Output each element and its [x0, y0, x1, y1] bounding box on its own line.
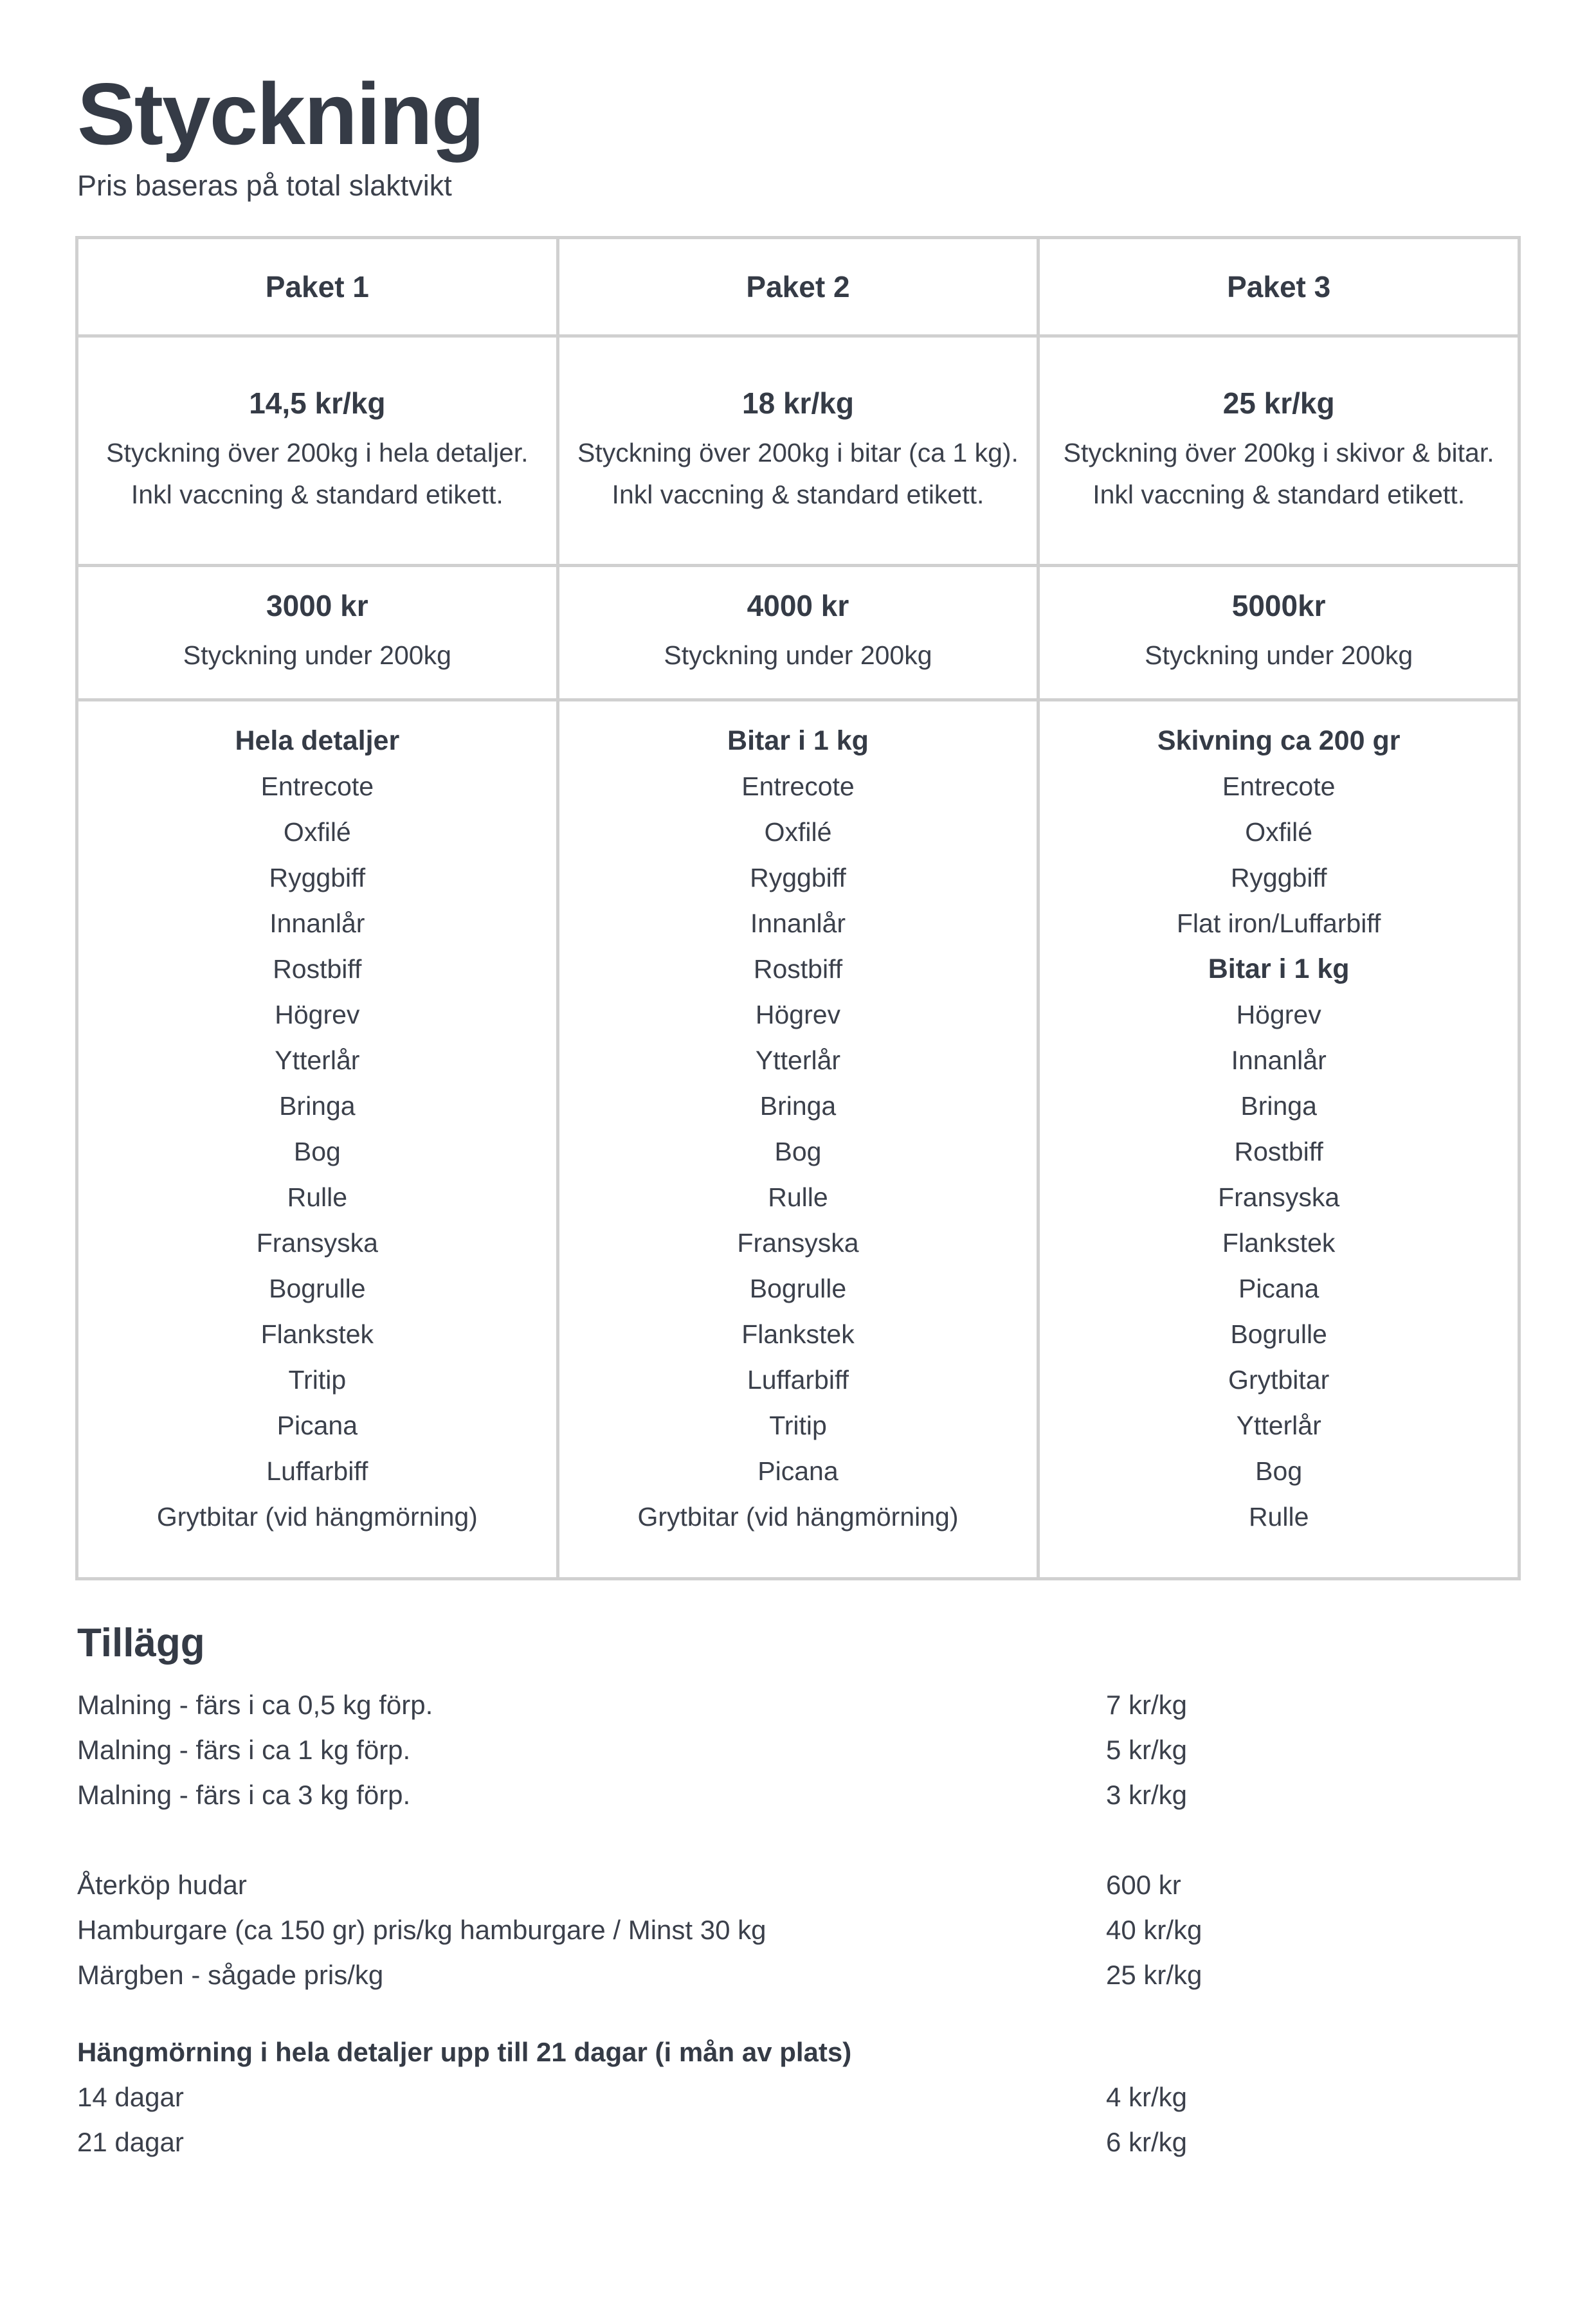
- flat-price: 4000 kr: [747, 589, 849, 623]
- addons-group: [77, 1683, 1519, 1818]
- cut-item: Picana: [277, 1410, 358, 1440]
- addon-label: Malning - färs i ca 0,5 kg förp.: [77, 1689, 433, 1720]
- cut-item: Högrev: [755, 999, 841, 1029]
- cut-item: Rostbiff: [753, 954, 843, 984]
- flat-price: 5000kr: [1231, 589, 1326, 623]
- flat-price-desc: Styckning under 200kg: [664, 640, 932, 671]
- cut-item: Grytbitar (vid hängmörning): [637, 1501, 959, 1532]
- cut-item: Bog: [293, 1136, 341, 1166]
- addons-section: [77, 1620, 1519, 2165]
- addon-label: Märgben - sågade pris/kg: [77, 1959, 384, 1990]
- page-subtitle: Pris baseras på total slaktvikt: [77, 168, 452, 202]
- addons-group-header: Hängmörning i hela detaljer upp till 21 dagar (i mån av plats): [77, 2036, 852, 2067]
- addon-price: 25 kr/kg: [1106, 1959, 1202, 1990]
- cut-item: Ytterlår: [275, 1045, 360, 1075]
- addons-title: Tillägg: [77, 1620, 205, 1665]
- pricing-table: [75, 236, 1521, 1580]
- per-kg-price-row: [77, 336, 1519, 565]
- cut-item: Rulle: [768, 1182, 828, 1212]
- page-title: Styckning: [77, 65, 484, 163]
- cut-item: Bringa: [1240, 1090, 1317, 1121]
- cut-item: Bog: [1255, 1456, 1303, 1486]
- flat-price-desc: Styckning under 200kg: [1145, 640, 1413, 671]
- addons-group: [77, 1863, 1519, 1998]
- cut-item: Picana: [1238, 1273, 1319, 1303]
- addon-price: 5 kr/kg: [1106, 1734, 1188, 1765]
- addon-price: 40 kr/kg: [1106, 1914, 1202, 1945]
- per-kg-desc: Styckning över 200kg i bitar (ca 1 kg). Inkl vaccning & standard etikett.: [577, 437, 1019, 509]
- per-kg-cell-3: [1038, 336, 1519, 565]
- addon-row: [77, 1953, 1519, 1998]
- cut-item: Bogrulle: [269, 1273, 366, 1303]
- cut-item: Flankstek: [260, 1319, 374, 1349]
- cut-item: Högrev: [275, 999, 360, 1029]
- addon-row: [77, 1908, 1519, 1953]
- addon-label: Återköp hudar: [77, 1869, 247, 1900]
- flat-price: 3000 kr: [266, 589, 368, 623]
- package-1-header: Paket 1: [77, 237, 558, 336]
- flat-price-desc: Styckning under 200kg: [183, 640, 451, 671]
- addon-price: 3 kr/kg: [1106, 1779, 1188, 1810]
- flat-price-cell-2: [558, 565, 1038, 700]
- cut-item: Bringa: [759, 1090, 837, 1121]
- cut-item: Rulle: [1248, 1501, 1309, 1532]
- cut-item: Rulle: [287, 1182, 348, 1212]
- cut-item: Flankstek: [1222, 1227, 1336, 1258]
- cut-item: Bringa: [279, 1090, 356, 1121]
- package-header-row: [77, 237, 1519, 336]
- flat-price-cell-1: [77, 565, 558, 700]
- cut-item: Innanlår: [750, 908, 846, 938]
- per-kg-price: 18 kr/kg: [742, 386, 854, 420]
- cut-item: Entrecote: [1222, 771, 1336, 801]
- cut-item: Luffarbiff: [266, 1456, 368, 1486]
- cut-item: Grytbitar (vid hängmörning): [156, 1501, 478, 1532]
- cut-item: Innanlår: [269, 908, 365, 938]
- cut-item: Oxfilé: [283, 817, 351, 847]
- addon-price: 7 kr/kg: [1106, 1689, 1188, 1720]
- cut-item: Picana: [757, 1456, 839, 1486]
- cut-item: Innanlår: [1231, 1045, 1327, 1075]
- addon-label: 21 dagar: [77, 2126, 184, 2157]
- addon-row: [77, 2120, 1519, 2165]
- addon-row: [77, 2075, 1519, 2120]
- cut-lists-row: [77, 700, 1519, 1578]
- addon-price: 4 kr/kg: [1106, 2081, 1188, 2112]
- cut-item: Rostbiff: [273, 954, 362, 984]
- cut-item: Ytterlår: [1236, 1410, 1321, 1440]
- flat-price-cell-3: [1038, 565, 1519, 700]
- addon-row: [77, 1683, 1519, 1728]
- cut-item: Ryggbiff: [269, 862, 366, 892]
- per-kg-cell-1: [77, 336, 558, 565]
- addons-group: [77, 2030, 1519, 2165]
- flat-price-row: [77, 565, 1519, 700]
- cut-item: Entrecote: [260, 771, 374, 801]
- cut-list-header: Skivning ca 200 gr: [1157, 725, 1401, 756]
- cut-item: Entrecote: [741, 771, 855, 801]
- addon-label: Malning - färs i ca 3 kg förp.: [77, 1779, 411, 1810]
- addon-label: Hamburgare (ca 150 gr) pris/kg hamburgare / Minst 30 kg: [77, 1914, 766, 1945]
- cut-item: Rostbiff: [1234, 1136, 1323, 1166]
- cut-item: Fransyska: [256, 1227, 378, 1258]
- cut-item: Oxfilé: [1245, 817, 1313, 847]
- cut-item: Grytbitar: [1228, 1364, 1330, 1395]
- per-kg-cell-2: [558, 336, 1038, 565]
- cut-item: Högrev: [1236, 999, 1321, 1029]
- cut-item: Flankstek: [741, 1319, 855, 1349]
- cut-list-cell-3: [1038, 700, 1519, 1578]
- addon-price: 600 kr: [1106, 1869, 1181, 1900]
- cut-list-header: Bitar i 1 kg: [1208, 953, 1350, 984]
- addon-label: Malning - färs i ca 1 kg förp.: [77, 1734, 411, 1765]
- per-kg-desc: Styckning över 200kg i skivor & bitar. Inkl vaccning & standard etikett.: [1063, 437, 1494, 509]
- addon-label: 14 dagar: [77, 2081, 184, 2112]
- per-kg-price: 14,5 kr/kg: [249, 386, 386, 420]
- cut-item: Fransyska: [1218, 1182, 1340, 1212]
- cut-list-header: Hela detaljer: [235, 725, 400, 756]
- cut-list-header: Bitar i 1 kg: [727, 725, 869, 756]
- per-kg-price: 25 kr/kg: [1222, 386, 1335, 420]
- addon-price: 6 kr/kg: [1106, 2126, 1188, 2157]
- cut-item: Ryggbiff: [1230, 862, 1327, 892]
- cut-list-cell-1: [77, 700, 558, 1578]
- cut-list-cell-2: [558, 700, 1038, 1578]
- per-kg-desc: Styckning över 200kg i hela detaljer. Inkl vaccning & standard etikett.: [106, 437, 529, 509]
- addon-row: [77, 1773, 1519, 1818]
- cut-item: Luffarbiff: [747, 1364, 849, 1395]
- addon-row: [77, 1863, 1519, 1908]
- cut-item: Ytterlår: [755, 1045, 841, 1075]
- cut-item: Bogrulle: [1230, 1319, 1327, 1349]
- cut-item: Tritip: [769, 1410, 827, 1440]
- cut-item: Bogrulle: [749, 1273, 847, 1303]
- addon-row: [77, 1728, 1519, 1773]
- package-2-header: Paket 2: [558, 237, 1038, 336]
- addons-groups: [77, 1683, 1519, 2165]
- cut-item: Tritip: [288, 1364, 347, 1395]
- package-3-header: Paket 3: [1038, 237, 1519, 336]
- document-page: [0, 67, 1596, 2165]
- cut-item: Ryggbiff: [750, 862, 846, 892]
- cut-item: Bog: [774, 1136, 822, 1166]
- cut-item: Fransyska: [737, 1227, 859, 1258]
- cut-item: Flat iron/Luffarbiff: [1176, 908, 1381, 938]
- cut-item: Oxfilé: [764, 817, 832, 847]
